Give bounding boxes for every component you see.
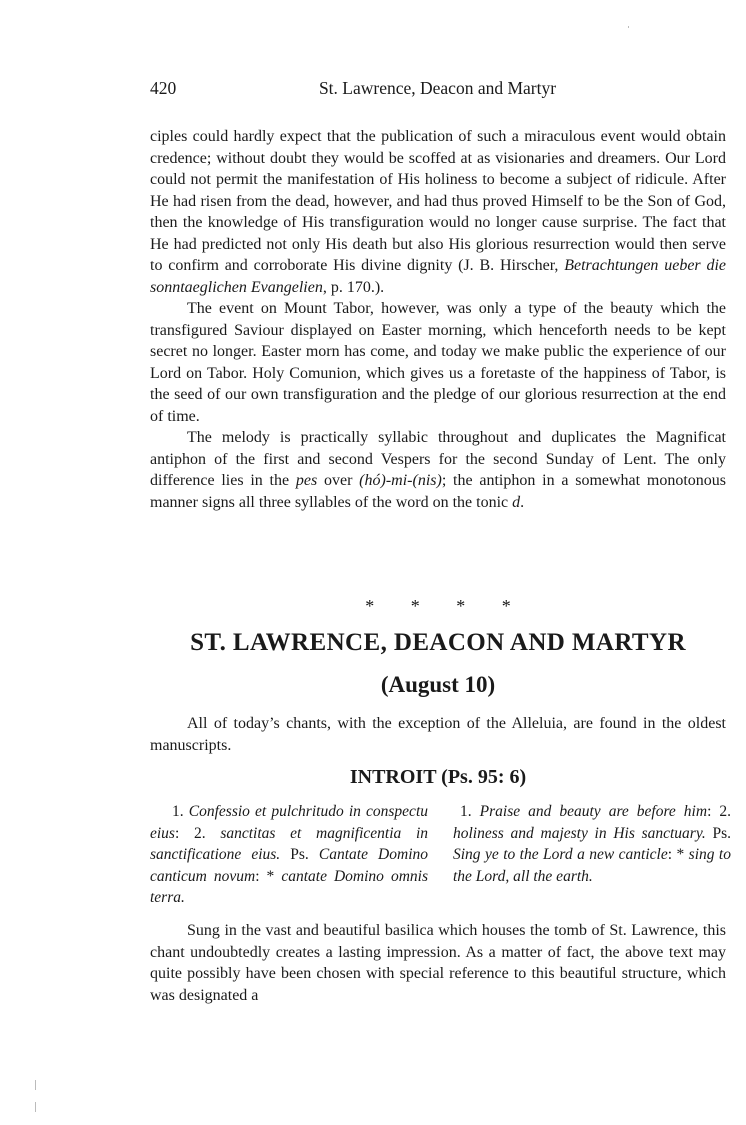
latin-column: 1. Confessio et pulchritudo in conspectu eius: 2. sanctitas et magnificentia in sanctificatione eius. Ps. Cantate Domino canticum novum: * cantate Domino omnis terra. xyxy=(150,803,429,906)
paragraph-basilica: Sung in the vast and beautiful basilica which houses the tomb of St. Lawrence, this chant undoubtedly creates a lasting impression. As a matter of fact, the above text may quite possibly have been chosen with special reference to this beautiful structure, which was designated a xyxy=(150,922,726,1004)
paragraph-melody: The melody is practically syllabic throughout and duplicates the Magnificat antiphon of the first and second Vespers for the second Sunday of Lent. The only difference lies in the pes over (hó)-mi-(nis); the antiphon in a somewhat monotonous manner signs all three syllables of the word on the tonic d. xyxy=(150,429,726,511)
scan-mark xyxy=(628,26,629,28)
running-header xyxy=(150,78,725,102)
book-title: Betrachtungen ueber die sonntaeglichen Evangelien xyxy=(150,257,727,296)
page-number: 420 xyxy=(150,78,177,98)
english-column: 1. Praise and beauty are before him: 2. holiness and majesty in His sanctuary. Ps. Sing ye to the Lord a new canticle: * sing to the Lord, all the earth. xyxy=(453,803,731,885)
scan-mark xyxy=(35,1080,36,1090)
paragraph-continued: ciples could hardly expect that the publication of such a miraculous event would obtain credence; without doubt they would be scoffed at as visionaries and dreamers. Our Lord could not permit the manifestation of His holiness to become a subject of ridicule. After He had risen from the dead, however, and had thus proved Himself to be the Son of God, then the knowledge of His transfiguration would no longer cause surprise. The fact that He had predicted not only His death but also His glorious resurrection would then serve to confirm and corroborate His divine dignity (J. B. Hirscher, Betrachtungen ueber die sonntaeglichen Evangelien, p. 170.). xyxy=(150,128,727,296)
section-divider: * * * * xyxy=(365,596,511,616)
section-date: (August 10) xyxy=(380,672,496,697)
scan-mark xyxy=(35,1102,36,1112)
running-title: St. Lawrence, Deacon and Martyr xyxy=(318,78,557,98)
body-text-top xyxy=(150,126,726,513)
introit-heading: INTROIT (Ps. 95: 6) xyxy=(349,766,527,788)
paragraph-tabor: The event on Mount Tabor, however, was only a type of the beauty which the transfigured Saviour displayed on Easter morning, which henceforth needs to be kept secret no longer. Easter morn has come, and today we make public the experience of our Lord on Tabor. Holy Comunion, which gives us a foretaste of the happiness of Tabor, is the seed of our own transfiguration and the pledge of our glorious resurrection at the end of time. xyxy=(150,300,726,425)
section-title: ST. LAWRENCE, DEACON AND MARTYR xyxy=(190,629,686,656)
intro-paragraph: All of today’s chants, with the exception of the Alleluia, are found in the oldest manuscripts. xyxy=(150,715,726,754)
